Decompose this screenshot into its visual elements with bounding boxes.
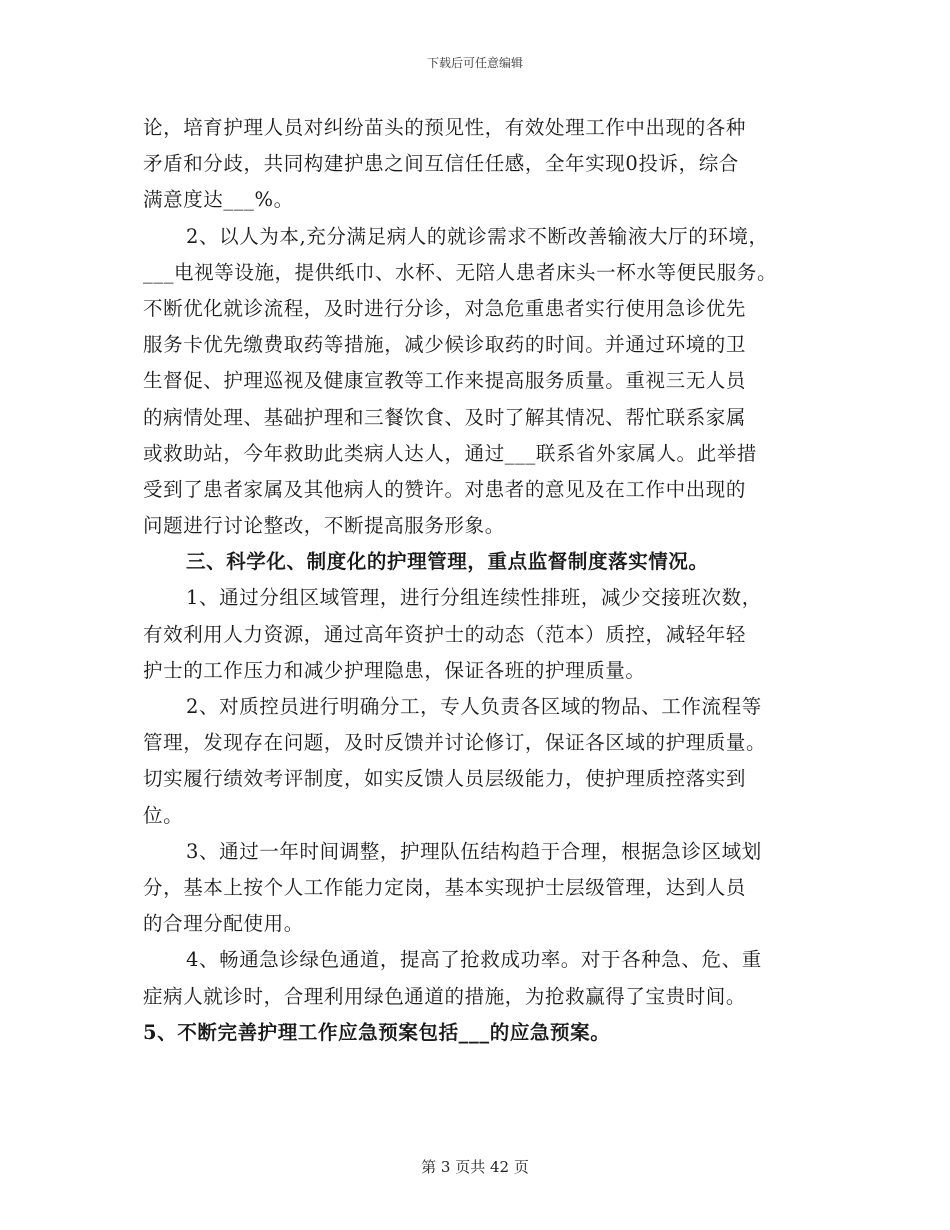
paragraph-line: 1、通过分组区域管理，进行分组连续性排班，减少交接班次数， <box>186 586 762 610</box>
paragraph-line: 问题进行讨论整改，不断提高服务形象。 <box>143 514 505 538</box>
paragraph-line: 论，培育护理人员对纠纷苗头的预见性，有效处理工作中出现的各种 <box>143 116 747 139</box>
paragraph-line: 矛盾和分歧，共同构建护患之间互信任任感，全年实现0投诉，综合 <box>143 152 739 176</box>
section-heading: 三、科学化、制度化的护理管理，重点监督制度落实情况。 <box>186 550 709 574</box>
paragraph-line: 3、通过一年时间调整，护理队伍结构趋于合理，根据急诊区域划 <box>186 839 762 863</box>
page-header: 下载后可任意编辑 <box>426 56 523 70</box>
paragraph-line: 症病人就诊时，合理利用绿色通道的措施，为抢救赢得了宝贵时间。 <box>143 984 747 1008</box>
page-footer: 第 3 页共 42 页 <box>421 1158 529 1176</box>
paragraph-line: 不断优化就诊流程，及时进行分诊，对急危重患者实行使用急诊优先 <box>143 296 747 320</box>
paragraph-line: 管理，发现存在问题，及时反馈并讨论修订，保证各区域的护理质量。 <box>143 731 767 755</box>
paragraph-line: 服务卡优先缴费取药等措施，减少候诊取药的时间。并通过环境的卫 <box>143 333 747 357</box>
paragraph-line: 的合理分配使用。 <box>143 912 304 936</box>
paragraph-line: 护士的工作压力和减少护理隐患，保证各班的护理质量。 <box>143 658 646 682</box>
paragraph-line: 受到了患者家属及其他病人的赞许。对患者的意见及在工作中出现的 <box>143 477 747 501</box>
paragraph-line: 有效利用人力资源，通过高年资护士的动态（范本）质控，减轻年轻 <box>143 622 747 646</box>
paragraph-line: 分，基本上按个人工作能力定岗，基本实现护士层级管理，达到人员 <box>143 875 747 899</box>
paragraph-line: 2、对质控员进行明确分工，专人负责各区域的物品、工作流程等 <box>186 695 762 718</box>
paragraph-line: 的病情处理、基础护理和三餐饮食、及时了解其情况、帮忙联系家属 <box>143 405 747 429</box>
paragraph-line: 切实履行绩效考评制度，如实反馈人员层级能力，使护理质控落实到 <box>143 767 747 791</box>
section-heading: 5、不断完善护理工作应急预案包括___的应急预案。 <box>143 1020 611 1044</box>
paragraph-line: 或救助站，今年救助此类病人达人，通过___联系省外家属人。此举措 <box>143 441 757 465</box>
paragraph-line: 4、畅通急诊绿色通道，提高了抢救成功率。对于各种急、危、重 <box>186 948 762 972</box>
paragraph-line: 2、以人为本,充分满足病人的就诊需求不断改善输液大厅的环境， <box>186 224 769 248</box>
paragraph-line: 满意度达___%。 <box>143 188 294 212</box>
paragraph-line: 生督促、护理巡视及健康宣教等工作来提高服务质量。重视三无人员 <box>143 369 747 393</box>
paragraph-line: 位。 <box>143 803 184 827</box>
paragraph-line: ___电视等设施，提供纸巾、水杯、无陪人患者床头一杯水等便民服务。 <box>143 260 778 284</box>
document-body <box>143 110 823 1051</box>
